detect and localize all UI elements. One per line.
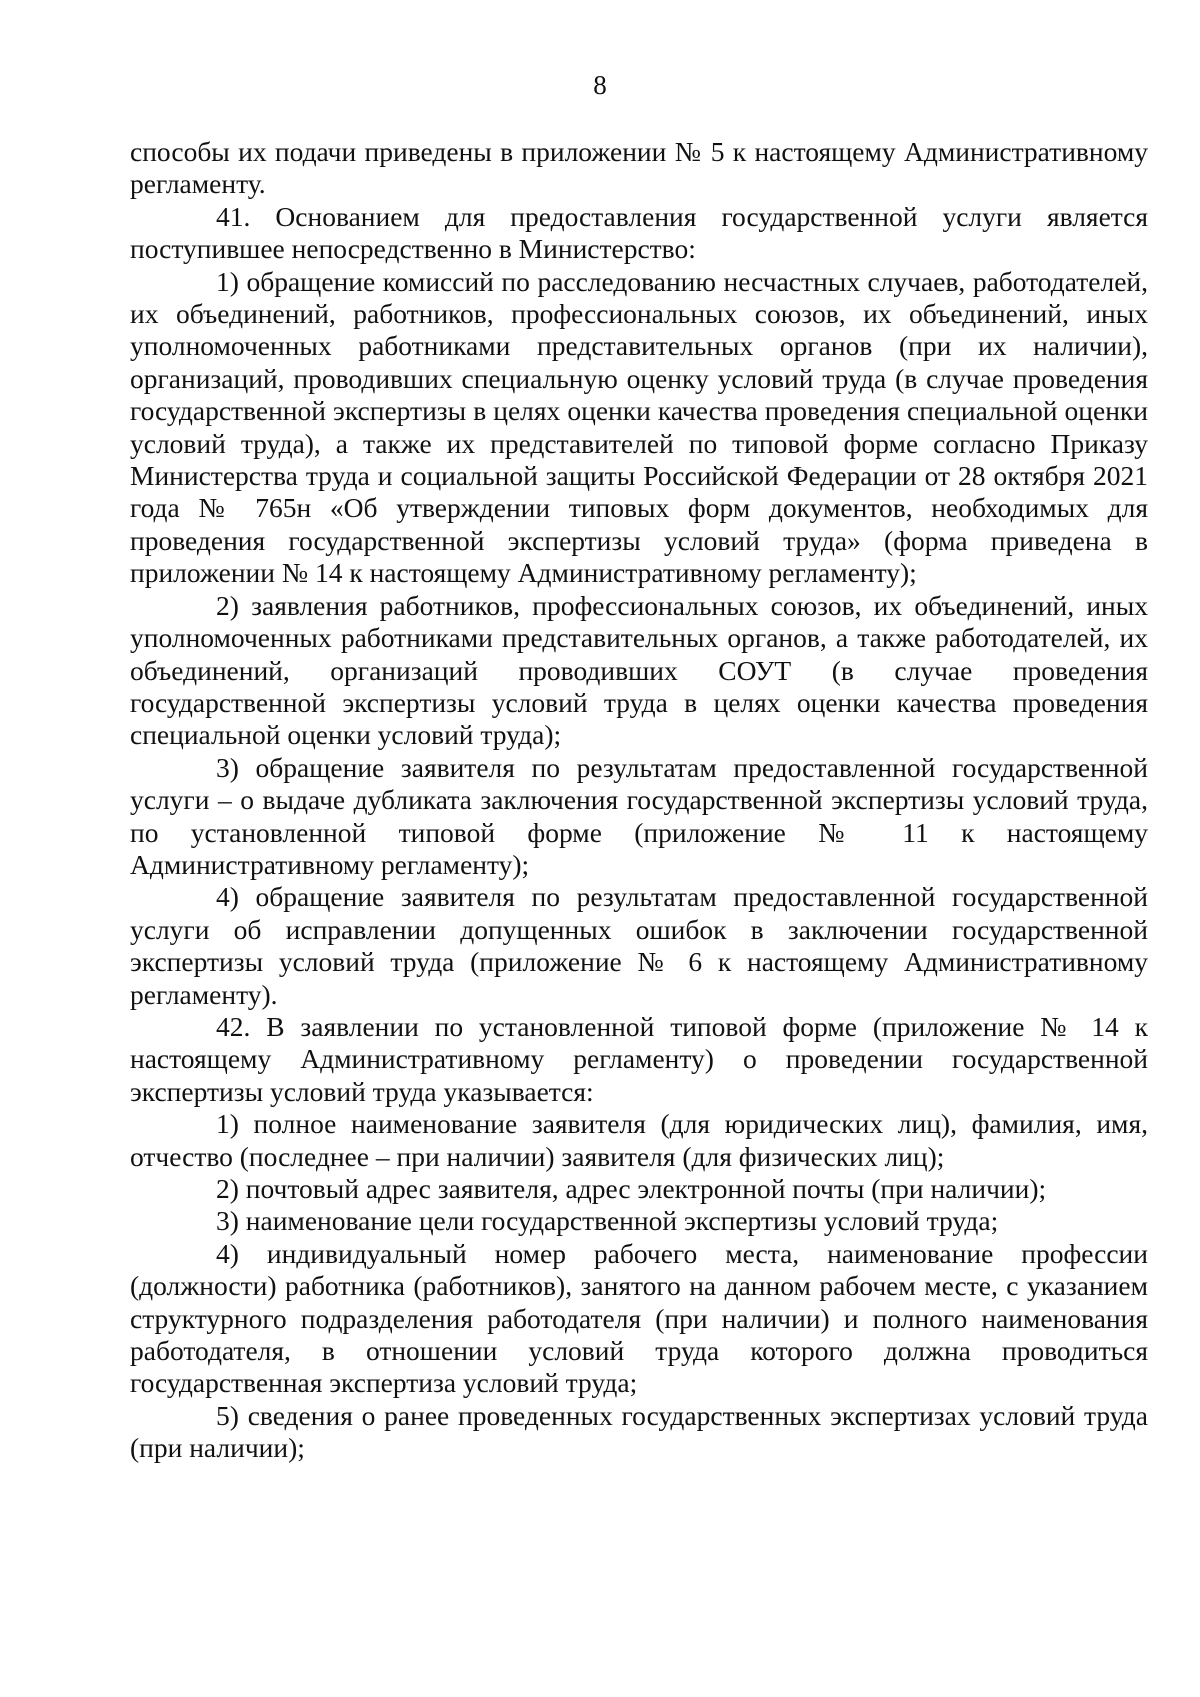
paragraph-clause-41: 41. Основанием для предоставления государственной услуги является поступившее непосредственно в Министерство: <box>130 200 1148 265</box>
paragraph-clause-42-item-4: 4) индивидуальный номер рабочего места, наименование профессии (должности) работника (работников), занятого на данном рабочем месте, с указанием структурного подразделения работодателя (при наличии) и полного наименования работодателя, в отношении условий труда которого должна проводиться государственная экспертиза условий труда; <box>130 1237 1148 1399</box>
document-body <box>130 136 1148 1465</box>
paragraph-clause-42-item-2: 2) почтовый адрес заявителя, адрес электронной почты (при наличии); <box>216 1173 1047 1204</box>
paragraph-clause-42-item-5: 5) сведения о ранее проведенных государственных экспертизах условий труда (при наличии); <box>130 1399 1148 1464</box>
paragraph-clause-41-item-3: 3) обращение заявителя по результатам предоставленной государственной услуги – о выдаче дубликата заключения государственной экспертизы условий труда, по установленной типовой форме (приложение № 11 к настоящему Административному регламенту); <box>130 751 1148 880</box>
page-number: 8 <box>593 70 607 100</box>
paragraph-clause-42-item-3: 3) наименование цели государственной экспертизы условий труда; <box>216 1205 999 1237</box>
paragraph-clause-41-item-1: 1) обращение комиссий по расследованию несчастных случаев, работодателей, их объединений, работников, профессиональных союзов, их объединений, иных уполномоченных работниками представительных органов (при их наличии), организаций, проводивших специальную оценку условий труда (в случае проведения государственной экспертизы в целях оценки качества проведения специальной оценки условий труда), а также их представителей по типовой форме согласно Приказу Министерства труда и социальной защиты Российской Федерации от 28 октября 2021 года № 765н «Об утверждении типовых форм документов, необходимых для проведения государственной экспертизы условий труда» (форма приведена в приложении № 14 к настоящему Административному регламенту); <box>130 265 1148 589</box>
paragraph-clause-41-item-2: 2) заявления работников, профессиональных союзов, их объединений, иных уполномоченных работниками представительных органов, а также работодателей, их объединений, организаций проводивших СОУТ (в случае проведения государственной экспертизы условий труда в целях оценки качества проведения специальной оценки условий труда); <box>130 589 1148 751</box>
paragraph-clause-42-item-1: 1) полное наименование заявителя (для юридических лиц), фамилия, имя, отчество (последнее – при наличии) заявителя (для физических лиц); <box>130 1108 1148 1172</box>
paragraph-clause-41-item-4: 4) обращение заявителя по результатам предоставленной государственной услуги об исправлении допущенных ошибок в заключении государственной экспертизы условий труда (приложение № 6 к настоящему Административному регламенту). <box>130 881 1148 1010</box>
paragraph-clause-42: 42. В заявлении по установленной типовой форме (приложение № 14 к настоящему Административному регламенту) о проведении государственной экспертизы условий труда указывается: <box>130 1010 1148 1107</box>
paragraph-continuation: способы их подачи приведены в приложении № 5 к настоящему Административному регламенту. <box>130 136 1148 200</box>
